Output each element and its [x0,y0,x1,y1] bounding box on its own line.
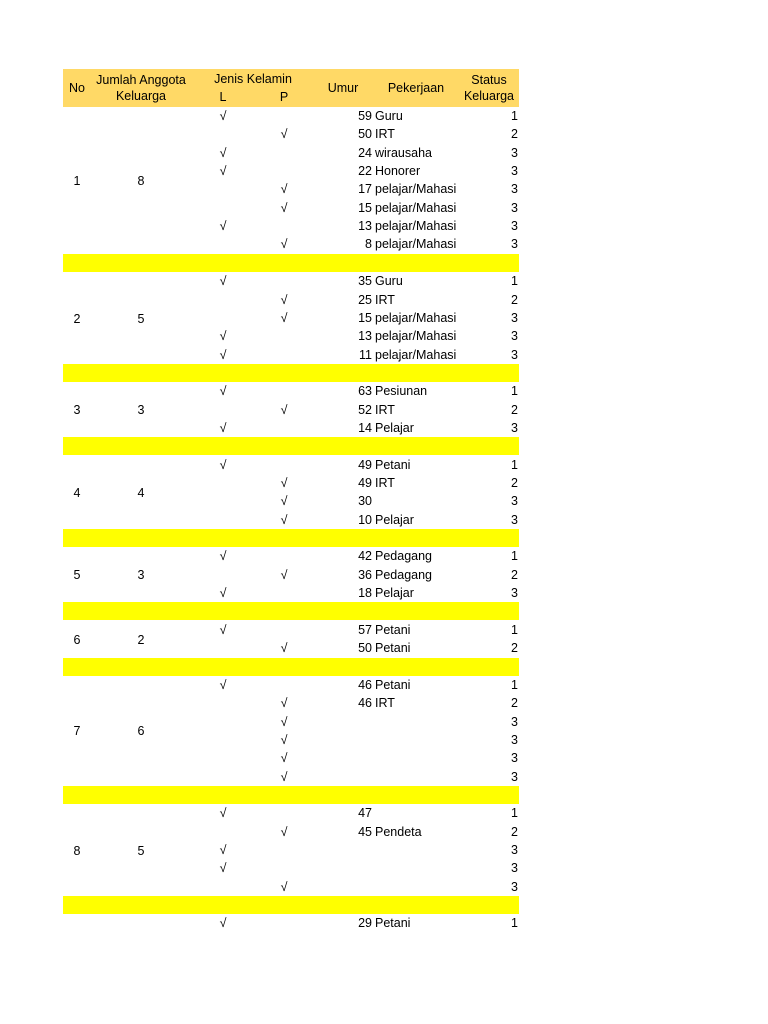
occupation-cell: pelajar/Mahasi [375,347,457,362]
family-status-cell: 1 [511,806,518,821]
age-cell: 50 [358,127,372,142]
occupation-cell: IRT [375,402,395,417]
age-cell: 10 [358,512,372,527]
member-count-cell: 3 [137,403,145,418]
gender-p-cell: √ [280,402,288,417]
age-cell: 59 [358,109,372,123]
gender-l-cell: √ [219,219,227,234]
occupation-cell: IRT [375,292,395,307]
family-separator-row [63,658,519,676]
occupation-cell: pelajar/Mahasi [375,329,457,344]
occupation-cell: IRT [375,127,395,142]
occupation-cell: Pelajar [375,420,414,435]
gender-p-cell: √ [280,696,288,711]
gender-p-cell: √ [280,714,288,729]
family-separator-row [63,364,519,382]
member-count-cell: 4 [137,485,145,500]
family-no-cell: 8 [73,843,81,858]
occupation-cell: Petani [375,457,411,472]
family-status-cell: 1 [511,677,518,692]
family-status-cell: 2 [511,567,518,582]
age-cell: 15 [358,310,372,325]
family-status-cell: 3 [511,714,518,729]
gender-l-cell: √ [219,420,227,435]
occupation-cell: Pedagang [375,567,433,582]
occupation-cell: Pelajar [375,586,414,601]
gender-l-cell: √ [219,586,227,601]
member-count-cell: 3 [137,568,145,583]
gender-p-cell: √ [280,512,288,527]
header-l: L [219,90,227,104]
family-status-cell: 3 [511,182,518,197]
age-cell: 22 [358,164,372,179]
family-status-cell: 2 [511,476,518,490]
family-separator-row [63,437,519,455]
gender-p-cell: √ [280,494,288,509]
family-separator-row [63,786,519,804]
family-status-cell: 3 [511,200,518,215]
gender-l-cell: √ [219,164,227,179]
family-status-cell: 1 [511,549,518,564]
family-no-cell: 2 [73,311,81,326]
occupation-cell: pelajar/Mahasi [375,310,457,325]
family-status-cell: 2 [511,641,518,656]
occupation-cell: IRT [375,476,395,490]
age-cell: 14 [358,420,372,435]
occupation-cell: pelajar/Mahasi [375,219,457,234]
family-status-cell: 3 [511,732,518,747]
member-count-cell: 5 [137,311,145,326]
header-jenis-kelamin: Jenis Kelamin [214,72,292,86]
occupation-cell: IRT [375,696,395,711]
age-cell: 47 [358,806,372,821]
gender-p-cell: √ [280,732,288,747]
family-status-cell: 1 [511,384,518,399]
gender-l-cell: √ [219,457,227,472]
family-status-cell: 1 [511,109,518,123]
family-status-cell: 3 [511,494,518,509]
family-status-cell: 3 [511,237,518,252]
gender-l-cell: √ [219,109,227,123]
gender-p-cell: √ [280,879,288,894]
family-status-cell: 2 [511,127,518,142]
header-status-keluarga: Status Keluarga [463,73,515,103]
age-cell: 63 [358,384,372,399]
age-cell: 25 [358,292,372,307]
occupation-cell: pelajar/Mahasi [375,237,457,252]
member-count-cell: 8 [137,173,145,188]
family-status-cell: 3 [511,861,518,876]
age-cell: 52 [358,402,372,417]
age-cell: 24 [358,145,372,160]
family-status-cell: 3 [511,843,518,857]
age-cell: 46 [358,696,372,711]
family-status-cell: 3 [511,219,518,234]
family-no-cell: 7 [73,724,81,739]
family-no-cell: 3 [73,403,81,418]
family-no-cell: 4 [73,485,81,500]
occupation-cell: wirausaha [375,145,432,160]
member-count-cell: 6 [137,724,145,739]
family-status-cell: 2 [511,402,518,417]
header-umur: Umur [327,81,359,95]
family-status-cell: 2 [511,824,518,839]
age-cell: 8 [365,237,372,252]
header-p: P [279,90,289,104]
gender-l-cell: √ [219,806,227,821]
gender-p-cell: √ [280,824,288,839]
age-cell: 45 [358,824,372,839]
occupation-cell: Petani [375,677,411,692]
family-status-cell: 3 [511,879,518,894]
family-status-cell: 3 [511,310,518,325]
occupation-cell: pelajar/Mahasi [375,182,457,197]
family-status-cell: 1 [511,274,518,289]
family-status-cell: 3 [511,164,518,179]
age-cell: 42 [358,549,372,564]
gender-l-cell: √ [219,384,227,399]
family-separator-row [63,254,519,272]
family-status-cell: 2 [511,292,518,307]
family-separator-row [63,896,519,914]
age-cell: 49 [358,457,372,472]
family-no-cell: 1 [73,173,81,188]
occupation-cell: Pesiunan [375,384,428,399]
age-cell: 13 [358,329,372,344]
age-cell: 15 [358,200,372,215]
gender-l-cell: √ [219,677,227,692]
family-no-cell: 5 [73,568,81,583]
gender-p-cell: √ [280,641,288,656]
family-no-cell: 6 [73,632,81,647]
family-status-cell: 3 [511,329,518,344]
age-cell: 17 [358,182,372,197]
age-cell: 18 [358,586,372,601]
occupation-cell: Pendeta [375,824,422,839]
family-status-cell: 2 [511,696,518,711]
occupation-cell: Petani [375,622,411,637]
family-status-cell: 1 [511,457,518,472]
gender-p-cell: √ [280,292,288,307]
gender-p-cell: √ [280,182,288,197]
age-cell: 29 [358,916,372,931]
gender-l-cell: √ [219,549,227,564]
table-header [63,69,519,107]
family-status-cell: 3 [511,347,518,362]
gender-p-cell: √ [280,310,288,325]
gender-p-cell: √ [280,127,288,142]
family-status-cell: 3 [511,586,518,601]
gender-p-cell: √ [280,200,288,215]
header-no: No [69,81,85,95]
occupation-cell: pelajar/Mahasi [375,200,457,215]
occupation-cell: Petani [375,916,411,931]
family-separator-row [63,602,519,620]
gender-p-cell: √ [280,476,288,490]
occupation-cell: Guru [375,274,403,289]
family-status-cell: 1 [511,622,518,637]
age-cell: 35 [358,274,372,289]
occupation-cell: Guru [375,109,403,123]
family-status-cell: 3 [511,512,518,527]
header-jumlah-anggota: Jumlah Anggota Keluarga [96,73,186,103]
age-cell: 50 [358,641,372,656]
header-pekerjaan: Pekerjaan [387,81,445,95]
family-status-cell: 3 [511,420,518,435]
gender-l-cell: √ [219,843,227,857]
occupation-cell: Pelajar [375,512,414,527]
gender-p-cell: √ [280,567,288,582]
gender-l-cell: √ [219,329,227,344]
age-cell: 36 [358,567,372,582]
family-status-cell: 3 [511,145,518,160]
family-status-cell: 3 [511,751,518,766]
family-status-cell: 3 [511,769,518,784]
gender-l-cell: √ [219,274,227,289]
occupation-cell: Honorer [375,164,421,179]
member-count-cell: 2 [137,632,145,647]
gender-l-cell: √ [219,916,227,931]
gender-p-cell: √ [280,769,288,784]
member-count-cell: 5 [137,843,145,858]
gender-l-cell: √ [219,861,227,876]
occupation-cell: Pedagang [375,549,433,564]
age-cell: 46 [358,677,372,692]
occupation-cell: Petani [375,641,411,656]
gender-l-cell: √ [219,622,227,637]
age-cell: 13 [358,219,372,234]
family-separator-row [63,529,519,547]
age-cell: 30 [358,494,372,509]
gender-p-cell: √ [280,237,288,252]
age-cell: 57 [358,622,372,637]
age-cell: 49 [358,476,372,490]
gender-l-cell: √ [219,145,227,160]
gender-l-cell: √ [219,347,227,362]
family-status-cell: 1 [511,916,518,931]
age-cell: 11 [359,347,372,362]
gender-p-cell: √ [280,751,288,766]
